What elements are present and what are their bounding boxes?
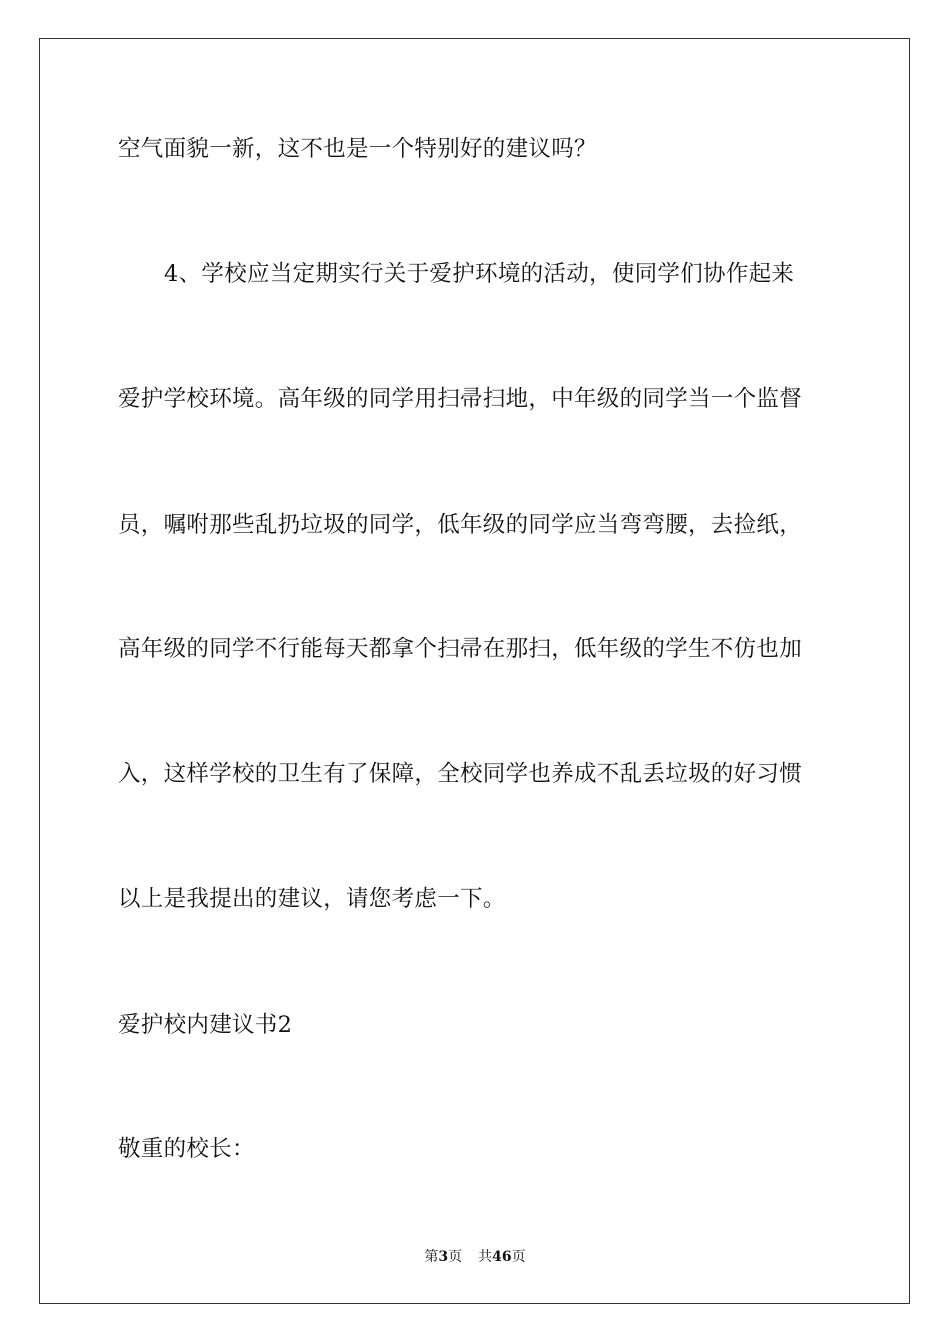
page-prefix: 第 — [424, 1249, 439, 1265]
paragraph-line: 员，嘱咐那些乱扔垃圾的同学，低年级的同学应当弯弯腰，去捡纸， — [118, 512, 803, 538]
section-title: 爱护校内建议书2 — [118, 1012, 293, 1038]
page-suffix: 页 — [448, 1249, 463, 1265]
page-border — [39, 38, 910, 1304]
paragraph-line: 4、学校应当定期实行关于爱护环境的活动，使同学们协作起来 — [164, 261, 795, 287]
page-total: 46 — [492, 1249, 512, 1265]
total-prefix: 共 — [478, 1249, 493, 1265]
paragraph-line: 以上是我提出的建议，请您考虑一下。 — [118, 886, 506, 912]
paragraph-line: 空气面貌一新，这不也是一个特别好的建议吗？ — [118, 136, 597, 162]
total-suffix: 页 — [511, 1249, 526, 1265]
paragraph-line: 爱护学校环境。高年级的同学用扫帚扫地，中年级的同学当一个监督 — [118, 386, 803, 412]
salutation: 敬重的校长： — [118, 1136, 255, 1162]
page-footer — [0, 1248, 950, 1266]
paragraph-line: 入，这样学校的卫生有了保障，全校同学也养成不乱丢垃圾的好习惯 — [118, 761, 803, 787]
page-current: 3 — [438, 1249, 449, 1265]
paragraph-line: 高年级的同学不行能每天都拿个扫帚在那扫，低年级的学生不仿也加 — [118, 636, 803, 662]
